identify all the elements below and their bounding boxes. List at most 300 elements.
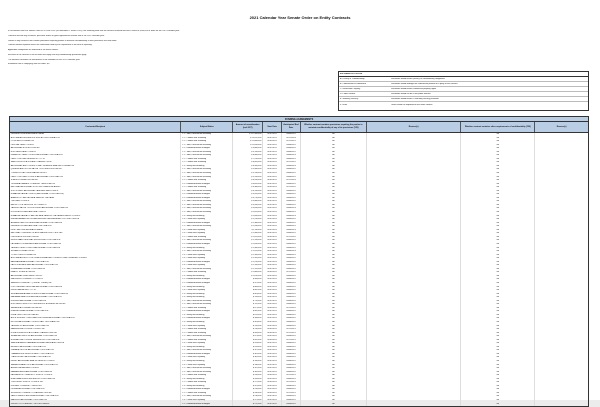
cell-subject: 1.4 - Culture and Capability	[181, 229, 233, 233]
cell-start-date: 01/07/2021	[263, 286, 282, 290]
cell-start-date: 01/07/2021	[263, 321, 282, 325]
cell-start-date: 01/07/2021	[263, 257, 282, 261]
cell-contractor: JINIBARA PEOPLE ABORIGINAL CORPORATION	[10, 349, 181, 353]
cell-subject: 1.5 - Remote Australia Strategies	[181, 282, 233, 286]
cell-amount: $ 563,000	[233, 321, 263, 325]
cell-other-confidentiality: No	[461, 275, 535, 279]
cell-confidentiality: No	[301, 200, 367, 204]
cell-amount: $ 221,000	[233, 399, 263, 403]
cell-amount: $ 1,190,000	[233, 264, 263, 268]
cell-start-date: 01/01/2021	[263, 307, 282, 311]
cell-confidentiality: No	[301, 289, 367, 293]
cell-end-date: 31/12/2022	[282, 271, 301, 275]
cell-end-date: 31/12/2021	[282, 140, 301, 144]
cell-start-date: 01/07/2021	[263, 151, 282, 155]
cell-other-confidentiality: No	[461, 261, 535, 265]
cell-end-date: 31/12/2022	[282, 307, 301, 311]
cell-confidentiality: No	[301, 300, 367, 304]
cell-end-date: 30/06/2022	[282, 222, 301, 226]
cell-amount: $ 261,000	[233, 385, 263, 389]
intro-paragraph: Inclusion of the contract in the list does not imply that any confidentiality provisions apply.	[8, 53, 87, 56]
cell-end-date: 30/06/2022	[282, 321, 301, 325]
cell-confidentiality: No	[301, 176, 367, 180]
cell-start-date: 01/07/2021	[263, 353, 282, 357]
cell-start-date: 01/07/2021	[263, 225, 282, 229]
cell-start-date: 01/07/2021	[263, 158, 282, 162]
cell-start-date: 01/07/2021	[263, 133, 282, 137]
cell-amount: $ 1,650,000	[233, 243, 263, 247]
cell-contractor: BAWINANGA ABORIGINAL CORPORATION	[10, 261, 181, 265]
cell-subject: 1.2 - Children and Schooling	[181, 158, 233, 162]
cell-confidentiality: No	[301, 222, 367, 226]
cell-confidentiality: No	[301, 335, 367, 339]
cell-subject: 1.1 - Jobs, Land and the Economy	[181, 335, 233, 339]
cell-subject: 1.4 - Culture and Capability	[181, 325, 233, 329]
cell-amount: $ 296,000	[233, 374, 263, 378]
cell-start-date: 01/07/2021	[263, 144, 282, 148]
cell-confidentiality: No	[301, 144, 367, 148]
cell-other-confidentiality: No	[461, 215, 535, 219]
cell-subject: 1.4 - Culture and Capability	[181, 218, 233, 222]
cell-contractor: MAMABULANJIN ABORIGINAL CORPORATION	[10, 371, 181, 375]
cell-start-date: 01/07/2021	[263, 218, 282, 222]
cell-end-date: 30/06/2022	[282, 342, 301, 346]
cell-amount: $ 1,010,000	[233, 275, 263, 279]
cell-other-reasons	[535, 403, 588, 407]
cell-other-confidentiality: No	[461, 378, 535, 382]
cell-contractor: PORT HEDLAND REGIONAL ABORIGINAL CORPORATION	[10, 286, 181, 290]
cell-contractor: WARAKURNA ARTISTS ABORIGINAL CORPORATION	[10, 364, 181, 368]
cell-subject: 1.1 - Jobs, Land and the Economy	[181, 133, 233, 137]
intro-paragraph: In accordance with the Senate Order of 20 June 2001 (as amended 27 March 2014), the following table lists all contracts entered into with a value of $100,000 or more for the 2021 calendar year.	[8, 30, 180, 32]
cell-confidentiality: No	[301, 325, 367, 329]
cell-other-confidentiality: No	[461, 300, 535, 304]
cell-end-date: 30/06/2022	[282, 293, 301, 297]
legend-desc: Disclosure would damage the commercial position of a party to the contract	[391, 83, 458, 85]
cell-subject: 1.1 - Jobs, Land and the Economy	[181, 151, 233, 155]
cell-end-date: 30/06/2022	[282, 286, 301, 290]
cell-start-date: 01/07/2021	[263, 385, 282, 389]
cell-amount: $ 3,260,000	[233, 204, 263, 208]
cell-contractor: NORTHERN LAND COUNCIL	[10, 151, 181, 155]
cell-subject: 1.1 - Jobs, Land and the Economy	[181, 168, 233, 172]
cell-end-date: 30/06/2022	[282, 388, 301, 392]
cell-end-date: 30/06/2022	[282, 346, 301, 350]
cell-end-date: 30/06/2022	[282, 193, 301, 197]
cell-confidentiality: No	[301, 179, 367, 183]
cell-end-date: 30/06/2023	[282, 250, 301, 254]
cell-confidentiality: No	[301, 133, 367, 137]
cell-start-date: 01/07/2021	[263, 183, 282, 187]
cell-amount: $ 1,320,000	[233, 257, 263, 261]
cell-confidentiality: No	[301, 321, 367, 325]
cell-start-date: 01/07/2021	[263, 247, 282, 251]
cell-confidentiality: No	[301, 243, 367, 247]
cell-end-date: 30/06/2022	[282, 218, 301, 222]
cell-end-date: 31/12/2021	[282, 332, 301, 336]
cell-amount: $ 803,000	[233, 293, 263, 297]
cell-amount: $ 494,000	[233, 332, 263, 336]
cell-amount: $ 365,000	[233, 356, 263, 360]
cell-confidentiality: No	[301, 254, 367, 258]
cell-contractor: YARNING UP ABORIGINAL CORPORATION	[10, 325, 181, 329]
cell-start-date: 01/07/2021	[263, 232, 282, 236]
cell-end-date: 30/06/2022	[282, 349, 301, 353]
cell-amount: $ 735,000	[233, 300, 263, 304]
cell-subject: 1.2 - Children and Schooling	[181, 236, 233, 240]
cell-end-date: 30/06/2022	[282, 261, 301, 265]
cell-confidentiality: No	[301, 261, 367, 265]
cell-confidentiality: No	[301, 236, 367, 240]
cell-contractor: MALABAM HEALTH BOARD ABORIGINAL CORPORATION	[10, 296, 181, 300]
cell-confidentiality: No	[301, 207, 367, 211]
cell-start-date: 01/07/2021	[263, 200, 282, 204]
cell-subject: 1.2 - Children and Schooling	[181, 374, 233, 378]
cell-amount: $ 2,510,000	[233, 218, 263, 222]
cell-subject: 1.3 - Safety and Wellbeing	[181, 360, 233, 364]
col-header-subject: Subject Matter	[181, 122, 233, 132]
cell-subject: 1.2 - Children and Schooling	[181, 381, 233, 385]
legend-key: E. Statutory Secrecy	[340, 98, 359, 100]
cell-start-date: 01/07/2021	[263, 172, 282, 176]
cell-start-date: 01/07/2021	[263, 342, 282, 346]
cell-confidentiality: No	[301, 165, 367, 169]
cell-other-confidentiality: No	[461, 232, 535, 236]
cell-start-date: 01/07/2021	[263, 364, 282, 368]
cell-confidentiality: No	[301, 239, 367, 243]
cell-end-date: 31/12/2021	[282, 381, 301, 385]
cell-amount: $ 12,600,000	[233, 140, 263, 144]
cell-confidentiality: No	[301, 314, 367, 318]
cell-end-date: 30/06/2022	[282, 243, 301, 247]
intro-paragraph: Applicable exemptions are indicated in the notes column.	[8, 49, 59, 52]
cell-amount: $ 3,710,000	[233, 197, 263, 201]
cell-start-date: 01/07/2021	[263, 278, 282, 282]
cell-amount: $ 702,000	[233, 303, 263, 307]
cell-amount: $ 350,000	[233, 360, 263, 364]
cell-start-date: 01/07/2021	[263, 250, 282, 254]
cell-subject: 1.1 - Jobs, Land and the Economy	[181, 303, 233, 307]
cell-amount: $ 516,000	[233, 328, 263, 332]
cell-other-confidentiality: No	[461, 137, 535, 141]
cell-subject: 1.2 - Children and Schooling	[181, 186, 233, 190]
cell-subject: 1.1 - Jobs, Land and the Economy	[181, 225, 233, 229]
cell-confidentiality: No	[301, 172, 367, 176]
cell-other-confidentiality: No	[461, 133, 535, 137]
cell-start-date: 01/01/2021	[263, 271, 282, 275]
cell-end-date: 30/06/2022	[282, 385, 301, 389]
cell-end-date: 30/06/2022	[282, 403, 301, 407]
cell-subject: 1.5 - Remote Australia Strategies	[181, 403, 233, 407]
cell-end-date: 30/06/2022	[282, 278, 301, 282]
cell-other-confidentiality: No	[461, 360, 535, 364]
col-header-confidentiality: Whether contract contains provisions requiring the parties to maintain confidentiality of any of its provisions (Y/N)	[301, 122, 367, 132]
cell-other-confidentiality: No	[461, 296, 535, 300]
cell-other-confidentiality: No	[461, 211, 535, 215]
intro-paragraph: Details of any contracts that contain provisions requiring parties to maintain confidentiality of their provisions are also listed.	[8, 39, 117, 42]
cell-contractor: MANINGRIDA COLLEGE COUNCIL INC	[10, 328, 181, 332]
cell-end-date: 30/06/2022	[282, 197, 301, 201]
cell-amount: $ 968,000	[233, 278, 263, 282]
cell-confidentiality: No	[301, 364, 367, 368]
cell-amount: $ 212,000	[233, 403, 263, 407]
cell-end-date: 30/06/2022	[282, 151, 301, 155]
cell-contractor: WARMUN COMMUNITY (TURKEY CREEK) INC	[10, 282, 181, 286]
cell-other-confidentiality: No	[461, 193, 535, 197]
cell-subject: 1.5 - Remote Australia Strategies	[181, 310, 233, 314]
table-header-row	[10, 122, 588, 133]
cell-confidentiality: No	[301, 161, 367, 165]
legend-desc: Disclosure would breach intellectual property rights	[391, 88, 437, 90]
cell-start-date: 01/07/2021	[263, 275, 282, 279]
cell-confidentiality: No	[301, 328, 367, 332]
cell-amount: $ 5,310,000	[233, 176, 263, 180]
cell-amount: $ 2,240,000	[233, 225, 263, 229]
cell-end-date: 31/12/2021	[282, 339, 301, 343]
cell-confidentiality: No	[301, 271, 367, 275]
cell-other-confidentiality: No	[461, 282, 535, 286]
cell-subject: 1.3 - Safety and Wellbeing	[181, 275, 233, 279]
cell-other-confidentiality: No	[461, 151, 535, 155]
cell-other-confidentiality: No	[461, 310, 535, 314]
cell-subject: 1.4 - Culture and Capability	[181, 342, 233, 346]
cell-contractor: NGAYUBAH GUNDI INDIGENOUS CORPORATION	[10, 378, 181, 382]
cell-other-confidentiality: No	[461, 342, 535, 346]
cell-contractor: KALKARINDJI COMMUNITY SCHOOL COUNCIL	[10, 374, 181, 378]
cell-contractor: WUNAN FOUNDATION INC	[10, 250, 181, 254]
cell-amount: $ 127,500,000	[233, 133, 263, 137]
cell-other-confidentiality: No	[461, 186, 535, 190]
cell-contractor: INDIGENOUS LAND AND SEA CORPORATION	[10, 225, 181, 229]
cell-amount: $ 3,050,000	[233, 207, 263, 211]
cell-other-confidentiality: No	[461, 286, 535, 290]
cell-confidentiality: No	[301, 218, 367, 222]
cell-contractor: WARLPIRI EDUCATION AND TRAINING TRUST	[10, 161, 181, 165]
cell-other-confidentiality: No	[461, 293, 535, 297]
cell-other-confidentiality: No	[461, 190, 535, 194]
cell-confidentiality: No	[301, 317, 367, 321]
cell-start-date: 01/07/2021	[263, 282, 282, 286]
cell-confidentiality: No	[301, 353, 367, 357]
cell-contractor: TIWI LAND COUNCIL	[10, 200, 181, 204]
table-banner: FUNDING AGREEMENTS	[10, 117, 588, 122]
cell-subject: 1.5 - Remote Australia Strategies	[181, 147, 233, 151]
intro-notes	[8, 30, 308, 68]
cell-end-date: 30/06/2023	[282, 154, 301, 158]
cell-confidentiality: No	[301, 342, 367, 346]
cell-end-date: 31/12/2022	[282, 186, 301, 190]
cell-end-date: 30/06/2022	[282, 275, 301, 279]
cell-subject: 1.5 - Remote Australia Strategies	[181, 278, 233, 282]
cell-contractor: NGAANYATJARRA COUNCIL (ABORIGINAL CORPORATION)	[10, 193, 181, 197]
cell-contractor: ANANGU PITJANTJATJARA YANKUNYTJATJARA	[10, 197, 181, 201]
cell-subject: 1.5 - Remote Australia Strategies	[181, 317, 233, 321]
cell-amount: $ 11,650,000	[233, 144, 263, 148]
cell-start-date: 01/07/2021	[263, 137, 282, 141]
cell-confidentiality: No	[301, 268, 367, 272]
cell-start-date: 01/07/2021	[263, 388, 282, 392]
cell-confidentiality: No	[301, 247, 367, 251]
legend-key: F. Other	[340, 103, 348, 106]
cell-confidentiality: No	[301, 257, 367, 261]
cell-start-date: 01/07/2021	[263, 399, 282, 403]
cell-other-confidentiality: No	[461, 385, 535, 389]
cell-amount: $ 1,060,000	[233, 271, 263, 275]
cell-subject: 1.5 - Remote Australia Strategies	[181, 388, 233, 392]
cell-start-date: 01/07/2021	[263, 204, 282, 208]
cell-start-date: 01/07/2021	[263, 335, 282, 339]
cell-subject: 1.1 - Jobs, Land and the Economy	[181, 395, 233, 399]
cell-other-confidentiality: No	[461, 328, 535, 332]
cell-contractor: TJARLIRLI ART ABORIGINAL CORPORATION	[10, 356, 181, 360]
cell-confidentiality: No	[301, 215, 367, 219]
cell-end-date: 30/06/2022	[282, 133, 301, 137]
cell-start-date: 01/07/2021	[263, 229, 282, 233]
cell-amount: $ 2,380,000	[233, 222, 263, 226]
cell-end-date: 31/12/2023	[282, 179, 301, 183]
cell-subject: 1.2 - Children and Schooling	[181, 332, 233, 336]
cell-amount: $ 7,250,000	[233, 158, 263, 162]
cell-subject: 1.1 - Jobs, Land and the Economy	[181, 204, 233, 208]
cell-start-date: 01/01/2021	[263, 236, 282, 240]
cell-start-date: 01/07/2021	[263, 371, 282, 375]
cell-start-date: 01/07/2021	[263, 300, 282, 304]
cell-other-confidentiality: No	[461, 254, 535, 258]
cell-other-confidentiality: No	[461, 349, 535, 353]
cell-contractor: YULE RIVER SCHOOL COUNCIL INC	[10, 381, 181, 385]
legend-key: B. Commercial-in-Confidence	[340, 83, 367, 85]
cell-end-date: 30/06/2022	[282, 254, 301, 258]
cell-start-date: 01/07/2021	[263, 314, 282, 318]
cell-subject: 1.5 - Remote Australia Strategies	[181, 261, 233, 265]
cell-amount: $ 322,000	[233, 367, 263, 371]
cell-subject: 1.4 - Culture and Capability	[181, 356, 233, 360]
cell-contractor: KINGS NARRATIVE PTY LTD	[10, 289, 181, 293]
cell-amount: $ 1,470,000	[233, 250, 263, 254]
cell-end-date: 30/06/2022	[282, 399, 301, 403]
cell-start-date: 01/07/2021	[263, 378, 282, 382]
cell-subject: 1.3 - Safety and Wellbeing	[181, 286, 233, 290]
cell-end-date: 30/06/2022	[282, 335, 301, 339]
cell-end-date: 30/06/2022	[282, 367, 301, 371]
cell-confidentiality: No	[301, 147, 367, 151]
cell-end-date: 31/12/2021	[282, 392, 301, 396]
cell-confidentiality: No	[301, 307, 367, 311]
cell-other-confidentiality: No	[461, 222, 535, 226]
cell-other-confidentiality: No	[461, 239, 535, 243]
cell-other-confidentiality: No	[461, 388, 535, 392]
cell-amount: $ 5,740,000	[233, 172, 263, 176]
cell-subject: 1.1 - Jobs, Land and the Economy	[181, 250, 233, 254]
cell-other-confidentiality: No	[461, 200, 535, 204]
cell-contractor: WATARRKA FOUNDATION LIMITED	[10, 307, 181, 311]
cell-other-confidentiality: No	[461, 353, 535, 357]
cell-amount: $ 1,120,000	[233, 268, 263, 272]
cell-start-date: 01/07/2021	[263, 197, 282, 201]
cell-end-date: 30/06/2023	[282, 165, 301, 169]
cell-amount: $ 1,390,000	[233, 254, 263, 258]
cell-contractor: YIRRKALA DHANBUL COMMUNITY ASSOCIATION	[10, 183, 181, 187]
cell-contractor: CHILDREN'S GROUND LIMITED	[10, 236, 181, 240]
cell-contractor: PIRNIMI ABORIGINAL CORPORATION	[10, 388, 181, 392]
cell-confidentiality: No	[301, 346, 367, 350]
cell-end-date: 30/06/2022	[282, 300, 301, 304]
cell-amount: $ 842,000	[233, 289, 263, 293]
cell-contractor: PAPULU APPARR-KARI ABORIGINAL CORPORATION	[10, 264, 181, 268]
cell-amount: $ 3,920,000	[233, 193, 263, 197]
cell-other-confidentiality: No	[461, 154, 535, 158]
cell-start-date: 01/07/2021	[263, 207, 282, 211]
intro-paragraph: The Minister considers the information is not available for the 2021 calendar year.	[8, 58, 81, 61]
cell-contractor: LAYNHAPUY HOMELANDS ABORIGINAL CORPORATION	[10, 243, 181, 247]
cell-contractor: DJARINDJIN ABORIGINAL CORPORATION	[10, 310, 181, 314]
cell-subject: 1.5 - Remote Australia Strategies	[181, 353, 233, 357]
cell-start-date: 01/07/2021	[263, 268, 282, 272]
cell-contractor: WIRRAKA MAYA HEALTH SERVICE ABORIGINAL CORPORATION	[10, 293, 181, 297]
cell-subject: 1.4 - Culture and Capability	[181, 399, 233, 403]
cell-start-date: 01/01/2021	[263, 339, 282, 343]
cell-end-date: 31/12/2024	[282, 137, 301, 141]
cell-subject: 1.2 - Children and Schooling	[181, 339, 233, 343]
cell-contractor: CLONTARF FOUNDATION	[10, 140, 181, 144]
legend-desc: Other reason as explained in the notes column	[391, 103, 433, 106]
cell-start-date: 01/07/2021	[263, 310, 282, 314]
cell-subject: 1.3 - Safety and Wellbeing	[181, 385, 233, 389]
cell-amount: $ 381,000	[233, 353, 263, 357]
legend-key: D. Public Interest	[340, 93, 356, 95]
cell-start-date: 01/07/2021	[263, 176, 282, 180]
cell-other-confidentiality: No	[461, 168, 535, 172]
cell-confidentiality: No	[301, 140, 367, 144]
cell-contractor: DEADLY SCIENCE LIMITED	[10, 271, 181, 275]
cell-other-confidentiality: No	[461, 207, 535, 211]
cell-subject: 1.4 - Culture and Capability	[181, 257, 233, 261]
cell-end-date: 30/06/2022	[282, 239, 301, 243]
cell-other-confidentiality: No	[461, 307, 535, 311]
cell-start-date: 01/07/2021	[263, 296, 282, 300]
cell-other-confidentiality: No	[461, 218, 535, 222]
cell-contractor: NATIONAL CONGRESS OF AUSTRALIA'S FIRST PEOPLES	[10, 232, 181, 236]
cell-subject: 1.3 - Safety and Wellbeing	[181, 296, 233, 300]
cell-contractor: AUSTRALIAN INSTITUTE OF ABORIGINAL AND TORRES STRAIT ISLANDER STUDIES	[10, 257, 181, 261]
cell-amount: $ 1,250,000	[233, 261, 263, 265]
cell-contractor: TORRES STRAIT REGIONAL AUTHORITY	[10, 172, 181, 176]
cell-confidentiality: No	[301, 275, 367, 279]
cell-contractor: MARRUKU ABORIGINAL CORPORATION	[10, 399, 181, 403]
cell-other-confidentiality: No	[461, 268, 535, 272]
cell-start-date: 01/01/2021	[263, 140, 282, 144]
cell-other-confidentiality: No	[461, 364, 535, 368]
cell-end-date: 30/06/2022	[282, 211, 301, 215]
cell-start-date: 01/07/2021	[263, 165, 282, 169]
explanatory-notes-box	[338, 71, 589, 111]
cell-other-confidentiality: No	[461, 303, 535, 307]
cell-start-date: 01/07/2021	[263, 264, 282, 268]
cell-other-confidentiality: No	[461, 374, 535, 378]
cell-end-date: 30/06/2022	[282, 356, 301, 360]
cell-other-confidentiality: No	[461, 264, 535, 268]
cell-amount: $ 240,000	[233, 392, 263, 396]
cell-end-date: 30/06/2022	[282, 303, 301, 307]
cell-contractor: WINANGALI INFOCUS ABORIGINAL CORPORATION	[10, 335, 181, 339]
cell-start-date: 01/07/2021	[263, 243, 282, 247]
cell-other-confidentiality: No	[461, 403, 535, 407]
cell-amount: $ 615,000	[233, 314, 263, 318]
cell-other-confidentiality: No	[461, 257, 535, 261]
cell-contractor: JAWOYN ASSOCIATION ABORIGINAL CORPORATION	[10, 395, 181, 399]
cell-other-confidentiality: No	[461, 289, 535, 293]
cell-start-date: 01/07/2021	[263, 147, 282, 151]
